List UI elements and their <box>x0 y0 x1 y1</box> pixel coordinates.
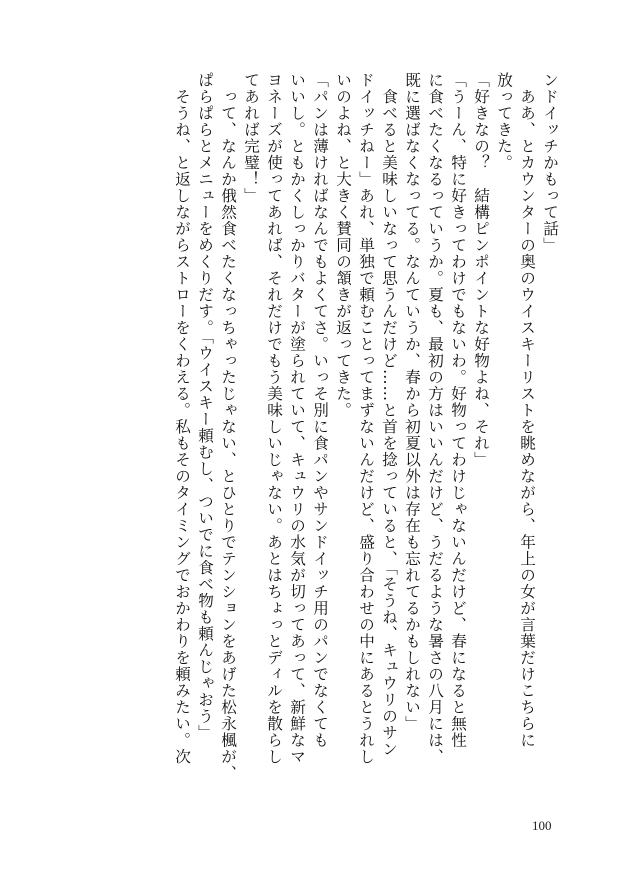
text-line: 食べると美味しいなって思うんだけど……と首を捻っていると、「そうね、キュウリのサン <box>380 72 398 758</box>
text-line: 既に選ばなくなってる。なんていうか、春から初夏以外は存在も忘れてるかもしれない」 <box>403 72 421 732</box>
text-line: 放ってきた。 <box>495 72 513 171</box>
text-line: ああ、とカウンターの奥のウイスキーリストを眺めながら、年上の女が言葉だけこちらに <box>518 72 536 749</box>
text-line: 「うーん、特に好きってわけでもないわ。好物ってわけじゃないんだけど、春になると無性 <box>449 72 467 749</box>
text-line: いのよね、と大きく賛同の頷きが返ってきた。 <box>334 72 352 419</box>
text-line: ぱらぱらとメニューをめくりだす。「ウイスキー頼むし、ついでに食べ物も頼んじゃおう」 <box>196 72 214 741</box>
text-line: てあれば完璧！」 <box>242 72 260 204</box>
text-line: ドイッチねー」あれ、単独で頼むことってまずないんだけど、盛り合わせの中にあるとうれし <box>357 72 375 765</box>
text-line: 「パンは薄ければなんでもよくてさ。いっそ別に食パンやサンドイッチ用のパンでなくても <box>311 72 329 749</box>
text-line: 「好きなの？ 結構ピンポイントな好物よね、それ」 <box>472 72 490 468</box>
vertical-text-body <box>61 72 561 812</box>
text-line: に食べたくなるっていうか。夏も、最初の方はいいんだけど、うだるような暑さの八月には、 <box>426 72 444 765</box>
text-line: って、なんか俄然食べたくなっちゃったじゃない、とひとりでテンションをあげた松永楓が、 <box>219 72 237 782</box>
text-line: ヨネーズが使ってあれば、それだけでもう美味しいじゃない。あとはちょっとディルを散らし <box>265 72 283 765</box>
page-number: 100 <box>532 818 552 833</box>
text-line: そうね、と返しながらストローをくわえる。私もそのタイミングでおかわりを頼みたい。次 <box>173 72 191 765</box>
text-line: いいし。ともかくしっかりバターが塗られていて、キュウリの水気が切ってあって、新鮮なマ <box>288 72 306 765</box>
text-line: ンドイッチかもって話」 <box>541 72 559 254</box>
